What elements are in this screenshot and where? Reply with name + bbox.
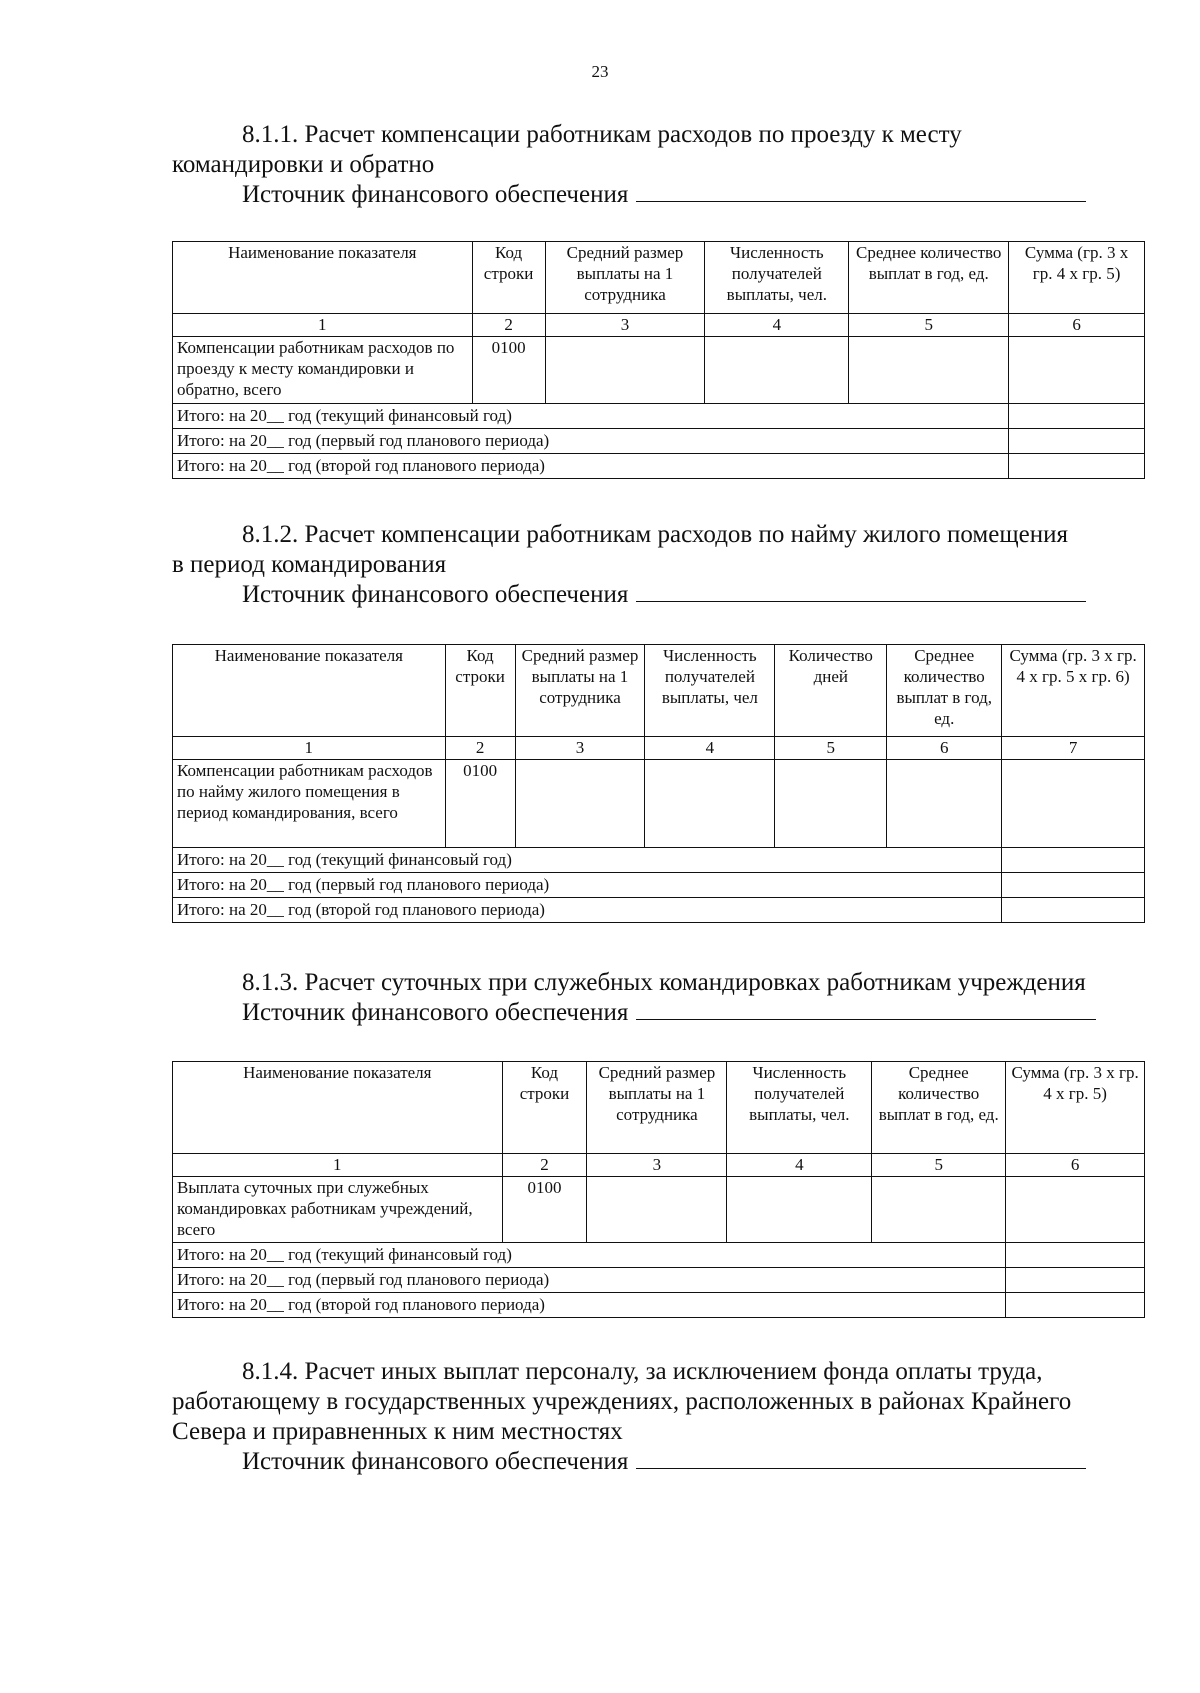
column-index: 1 [173, 314, 473, 337]
section-title-line2: командировки и обратно [172, 151, 435, 178]
column-index: 3 [545, 314, 705, 337]
funding-source-line [172, 1447, 1145, 1477]
row-label: Компенсации работникам расходов по найму жилого помещения в период командирования, всего [173, 760, 446, 848]
total-row-label: Итого: на 20__ год (первый год планового периода) [173, 1268, 1006, 1293]
total-row-label: Итого: на 20__ год (текущий финансовый год) [173, 848, 1002, 873]
header-cell: Сумма (гр. 3 х гр. 4 х гр. 5) [1006, 1062, 1145, 1154]
header-cell: Средний размер выплаты на 1 сотрудника [515, 645, 645, 737]
column-index: 6 [1009, 314, 1145, 337]
input-cell[interactable] [872, 1177, 1006, 1243]
total-sum-cell[interactable] [1009, 404, 1145, 429]
funding-source-label: Источник финансового обеспечения [242, 1448, 629, 1475]
header-cell: Количество дней [775, 645, 887, 737]
section-title-line2: работающему в государственных учреждениях, расположенных в районах Крайнего [172, 1388, 1072, 1415]
funding-source-label: Источник финансового обеспечения [242, 581, 629, 608]
header-cell: Средний размер выплаты на 1 сотрудника [587, 1062, 727, 1154]
input-cell[interactable] [1009, 337, 1145, 404]
funding-source-line [172, 998, 1145, 1028]
section-number: 8.1.3. [242, 969, 299, 996]
section-8-1-2-heading [172, 520, 1145, 610]
section-8-1-4-heading [172, 1357, 1145, 1477]
section-number: 8.1.1. [242, 121, 299, 148]
input-cell[interactable] [887, 760, 1002, 848]
funding-source-blank[interactable] [636, 999, 1096, 1020]
total-sum-cell[interactable] [1009, 429, 1145, 454]
header-cell: Наименование показателя [173, 242, 473, 314]
column-index: 6 [887, 737, 1002, 760]
header-cell: Численность получателей выплаты, чел. [705, 242, 849, 314]
column-index: 4 [645, 737, 775, 760]
section-number: 8.1.2. [242, 521, 299, 548]
total-sum-cell[interactable] [1002, 898, 1145, 923]
section-number: 8.1.4. [242, 1358, 299, 1385]
column-index: 5 [872, 1154, 1006, 1177]
row-code: 0100 [445, 760, 515, 848]
total-sum-cell[interactable] [1002, 848, 1145, 873]
section-title [172, 1357, 1145, 1387]
column-index: 3 [515, 737, 645, 760]
section-title-line1: Расчет компенсации работникам расходов по проезду к месту [304, 121, 962, 148]
header-cell: Среднее количество выплат в год, ед. [849, 242, 1009, 314]
input-cell[interactable] [1006, 1177, 1145, 1243]
total-sum-cell[interactable] [1006, 1268, 1145, 1293]
input-cell[interactable] [545, 337, 705, 404]
total-row-label: Итого: на 20__ год (второй год планового периода) [173, 898, 1002, 923]
column-index: 5 [849, 314, 1009, 337]
header-cell: Численность получателей выплаты, чел [645, 645, 775, 737]
input-cell[interactable] [775, 760, 887, 848]
page-number: 23 [591, 62, 609, 81]
column-index: 6 [1006, 1154, 1145, 1177]
input-cell[interactable] [645, 760, 775, 848]
section-8-1-3-heading [172, 968, 1145, 1028]
header-cell: Численность получателей выплаты, чел. [727, 1062, 872, 1154]
column-index: 1 [173, 1154, 503, 1177]
total-sum-cell[interactable] [1006, 1243, 1145, 1268]
header-cell: Код строки [445, 645, 515, 737]
column-index: 2 [445, 737, 515, 760]
table-8-1-3 [172, 1061, 1145, 1318]
funding-source-label: Источник финансового обеспечения [242, 999, 629, 1026]
section-title-line1: Расчет иных выплат персоналу, за исключением фонда оплаты труда, [304, 1358, 1043, 1385]
section-title [172, 520, 1145, 550]
row-label: Компенсации работникам расходов по проезду к месту командировки и обратно, всего [173, 337, 473, 404]
column-index: 4 [727, 1154, 872, 1177]
section-8-1-1-heading [172, 120, 1145, 210]
funding-source-blank[interactable] [636, 181, 1086, 202]
total-row-label: Итого: на 20__ год (второй год планового периода) [173, 1293, 1006, 1318]
total-sum-cell[interactable] [1006, 1293, 1145, 1318]
header-cell: Сумма (гр. 3 х гр. 4 х гр. 5 х гр. 6) [1002, 645, 1145, 737]
input-cell[interactable] [849, 337, 1009, 404]
total-sum-cell[interactable] [1002, 873, 1145, 898]
total-row-label: Итого: на 20__ год (первый год планового периода) [173, 429, 1009, 454]
input-cell[interactable] [587, 1177, 727, 1243]
total-row-label: Итого: на 20__ год (второй год планового периода) [173, 454, 1009, 479]
row-code: 0100 [472, 337, 545, 404]
section-title-line1: Расчет компенсации работникам расходов по найму жилого помещения [304, 521, 1068, 548]
row-code: 0100 [502, 1177, 587, 1243]
header-cell: Среднее количество выплат в год, ед. [887, 645, 1002, 737]
header-cell: Наименование показателя [173, 645, 446, 737]
funding-source-line [172, 180, 1145, 210]
column-index: 4 [705, 314, 849, 337]
input-cell[interactable] [705, 337, 849, 404]
funding-source-blank[interactable] [636, 1448, 1086, 1469]
column-index: 7 [1002, 737, 1145, 760]
header-cell: Наименование показателя [173, 1062, 503, 1154]
section-title-line3: Севера и приравненных к ним местностях [172, 1418, 623, 1445]
funding-source-line [172, 580, 1145, 610]
column-index: 2 [472, 314, 545, 337]
header-cell: Код строки [472, 242, 545, 314]
table-8-1-1 [172, 241, 1145, 479]
table-8-1-2 [172, 644, 1145, 923]
row-label: Выплата суточных при служебных командировках работникам учреждений, всего [173, 1177, 503, 1243]
header-cell: Код строки [502, 1062, 587, 1154]
input-cell[interactable] [515, 760, 645, 848]
total-row-label: Итого: на 20__ год (текущий финансовый год) [173, 404, 1009, 429]
section-title [172, 120, 1145, 150]
funding-source-label: Источник финансового обеспечения [242, 181, 629, 208]
column-index: 2 [502, 1154, 587, 1177]
column-index: 1 [173, 737, 446, 760]
total-row-label: Итого: на 20__ год (текущий финансовый год) [173, 1243, 1006, 1268]
total-row-label: Итого: на 20__ год (первый год планового периода) [173, 873, 1002, 898]
section-title-line2: в период командирования [172, 551, 447, 578]
column-index: 5 [775, 737, 887, 760]
total-sum-cell[interactable] [1009, 454, 1145, 479]
header-cell: Сумма (гр. 3 х гр. 4 х гр. 5) [1009, 242, 1145, 314]
section-title-line1: Расчет суточных при служебных командировках работникам учреждения [304, 969, 1086, 996]
funding-source-blank[interactable] [636, 581, 1086, 602]
column-index: 3 [587, 1154, 727, 1177]
header-cell: Среднее количество выплат в год, ед. [872, 1062, 1006, 1154]
section-title [172, 968, 1145, 998]
header-cell: Средний размер выплаты на 1 сотрудника [545, 242, 705, 314]
input-cell[interactable] [727, 1177, 872, 1243]
input-cell[interactable] [1002, 760, 1145, 848]
